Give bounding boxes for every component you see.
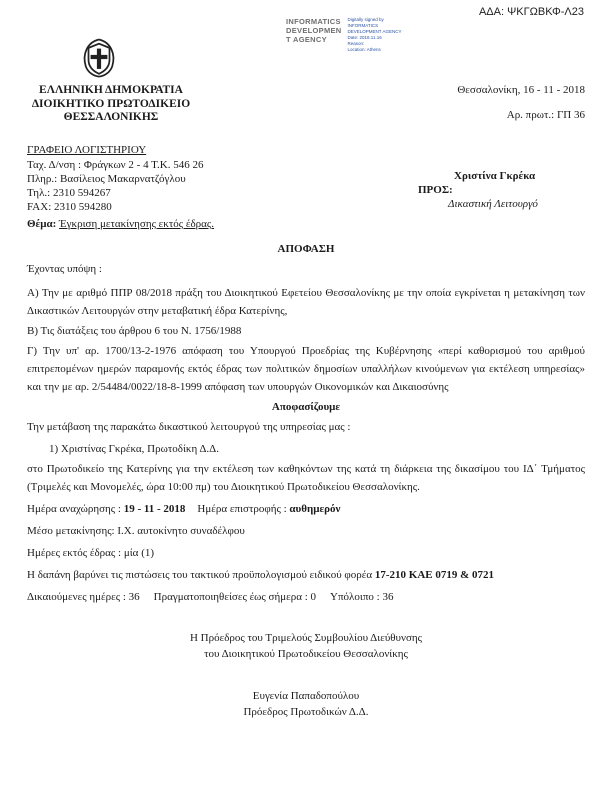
departure-label: Ημέρα αναχώρησης : [27, 503, 124, 515]
court-line-1: ΔΙΟΙΚΗΤΙΚΟ ΠΡΩΤΟΔΙΚΕΙΟ [31, 97, 191, 110]
stamp-sig-line: DEVELOPMENT AGENCY [347, 29, 402, 35]
signer-name: Ευγενία Παπαδοπούλου [252, 690, 360, 702]
document-body [27, 240, 585, 720]
stamp-sig-line: Date: 2018.11.16 [347, 35, 382, 41]
used-days: Πραγματοποιηθείσες έως σήμερα : 0 [153, 591, 317, 603]
date-protocol-block [457, 84, 585, 121]
stamp-sig-line: Reason: [347, 41, 365, 47]
stamp-agency-line: INFORMATICS [286, 17, 341, 26]
stamp-signature-details [348, 17, 402, 53]
expense-line [27, 566, 585, 584]
stamp-sig-line: Location: Athens [347, 47, 381, 53]
stamp-sig-line: Digitally signed by [347, 17, 384, 22]
consideration-a: Α) Την με αριθμό ΠΠΡ 08/2018 πράξη του Διοικητικού Εφετείου Θεσσαλονίκης με την οποία εγκρίνεται η μετακίνηση των Δικαστικών Λειτουργών στην μεταβατική έδρα Κατερίνης, [27, 287, 585, 317]
stamp-sig-line: INFORMATICS [347, 23, 379, 29]
subject-label: Θέμα: [27, 218, 57, 230]
entitled-days: Δικαιούμενες ημέρες : 36 [27, 591, 140, 603]
signature-title-block [27, 630, 585, 662]
digital-signature-stamp [286, 17, 401, 53]
decision-heading: ΑΠΟΦΑΣΗ [277, 243, 335, 255]
recipient-block [418, 169, 538, 211]
signature-line-2: του Διοικητικού Πρωτοδικείου Θεσσαλονίκης [204, 648, 408, 660]
signer-block [27, 688, 585, 720]
subject-text: Έγκριση μετακίνησης εκτός έδρας. [59, 218, 215, 230]
greek-emblem-icon [78, 36, 120, 78]
stamp-agency-name [286, 17, 342, 44]
office-address: Ταχ. Δ/νση : Φράγκων 2 - 4 Τ.Κ. 546 26 [27, 159, 204, 171]
stamp-agency-line: T AGENCY [286, 35, 327, 44]
consideration-b: Β) Τις διατάξεις του άρθρου 6 του Ν. 1756/1988 [27, 325, 242, 337]
return-label: Ημέρα επιστροφής : [197, 503, 290, 515]
city-date: Θεσσαλονίκη, 16 - 11 - 2018 [457, 84, 585, 96]
signature-line-1: Η Πρόεδρος του Τριμελούς Συμβουλίου Διεύθυνσης [189, 632, 422, 644]
departure-date: 19 - 11 - 2018 [123, 503, 186, 515]
recipient-to-label: ΠΡΟΣ: [418, 184, 453, 196]
expense-code: 17-210 ΚΑΕ 0719 & 0721 [374, 569, 495, 581]
destination-paragraph: στο Πρωτοδικείο της Κατερίνης για την εκτέλεση των καθηκόντων της κατά τη διάρκεια της δικασίμου του ΙΔ΄ Τμήματος (Τριμελές και Μονομελές, ώρα 10:00 πμ) του Διοικητικού Πρωτοδικείου Θεσσαλονίκης. [27, 463, 585, 493]
stamp-agency-line: DEVELOPMEN [286, 26, 342, 35]
traveler-item: 1) Χριστίνας Γκρέκα, Πρωτοδίκη Δ.Δ. [49, 443, 220, 455]
protocol-number: Αρ. πρωτ.: ΓΠ 36 [506, 109, 585, 121]
remaining-days: Υπόλοιπο : 36 [330, 591, 394, 603]
having-regard: Έχοντας υπόψη : [27, 263, 102, 275]
recipient-title: Δικαστική Λειτουργό [448, 198, 538, 210]
office-contact: Πληρ.: Βασίλειος Μακαρνατζόγλου [27, 173, 186, 185]
consideration-c: Γ) Την υπ' αρ. 1700/13-2-1976 απόφαση του Υπουργού Προεδρίας της Κυβέρνησης «περί καθορισμού του αριθμού επιτρεπομένων ημερών παραμονής εκτός έδρας των πολιτικών δημοσίων υπαλλήλων κινούμενων για εκτέλεση υπηρεσίας» και την με αρ. 2/54484/0022/18-8-1999 απόφαση των υπουργών Οικονομικών και Δικαιοσύνης [27, 345, 585, 393]
departure-return-line [27, 500, 585, 518]
office-phone: Τηλ.: 2310 594267 [27, 187, 111, 199]
office-fax: FAX: 2310 594280 [27, 201, 112, 213]
issuing-authority [8, 84, 214, 125]
return-value: αυθημερόν [289, 503, 341, 515]
signer-title: Πρόεδρος Πρωτοδικών Δ.Δ. [243, 706, 369, 718]
decision-intro: Την μετάβαση της παρακάτω δικαστικού λειτουργού της υπηρεσίας μας : [27, 421, 351, 433]
republic-line: ΕΛΛΗΝΙΚΗ ΔΗΜΟΚΡΑΤΙΑ [39, 84, 183, 96]
recipient-name: Χριστίνα Γκρέκα [454, 170, 536, 182]
office-block [27, 143, 203, 214]
office-title: ΓΡΑΦΕΙΟ ΛΟΓΙΣΤΗΡΙΟΥ [27, 144, 147, 156]
ada-number: ΑΔΑ: ΨΚΓΩΒΚΦ-Λ23 [478, 6, 584, 18]
transport-line: Μέσο μετακίνησης: Ι.Χ. αυτοκίνητο συναδέλφου [27, 525, 245, 537]
allowance-line [27, 588, 585, 606]
decide-heading: Αποφασίζουμε [271, 401, 341, 413]
expense-text: Η δαπάνη βαρύνει τις πιστώσεις του τακτικού προϋπολογισμού ειδικού φορέα [27, 569, 375, 581]
days-line: Ημέρες εκτός έδρας : μία (1) [27, 547, 155, 559]
court-line-2: ΘΕΣΣΑΛΟΝΙΚΗΣ [63, 111, 159, 123]
subject-line [27, 218, 214, 230]
